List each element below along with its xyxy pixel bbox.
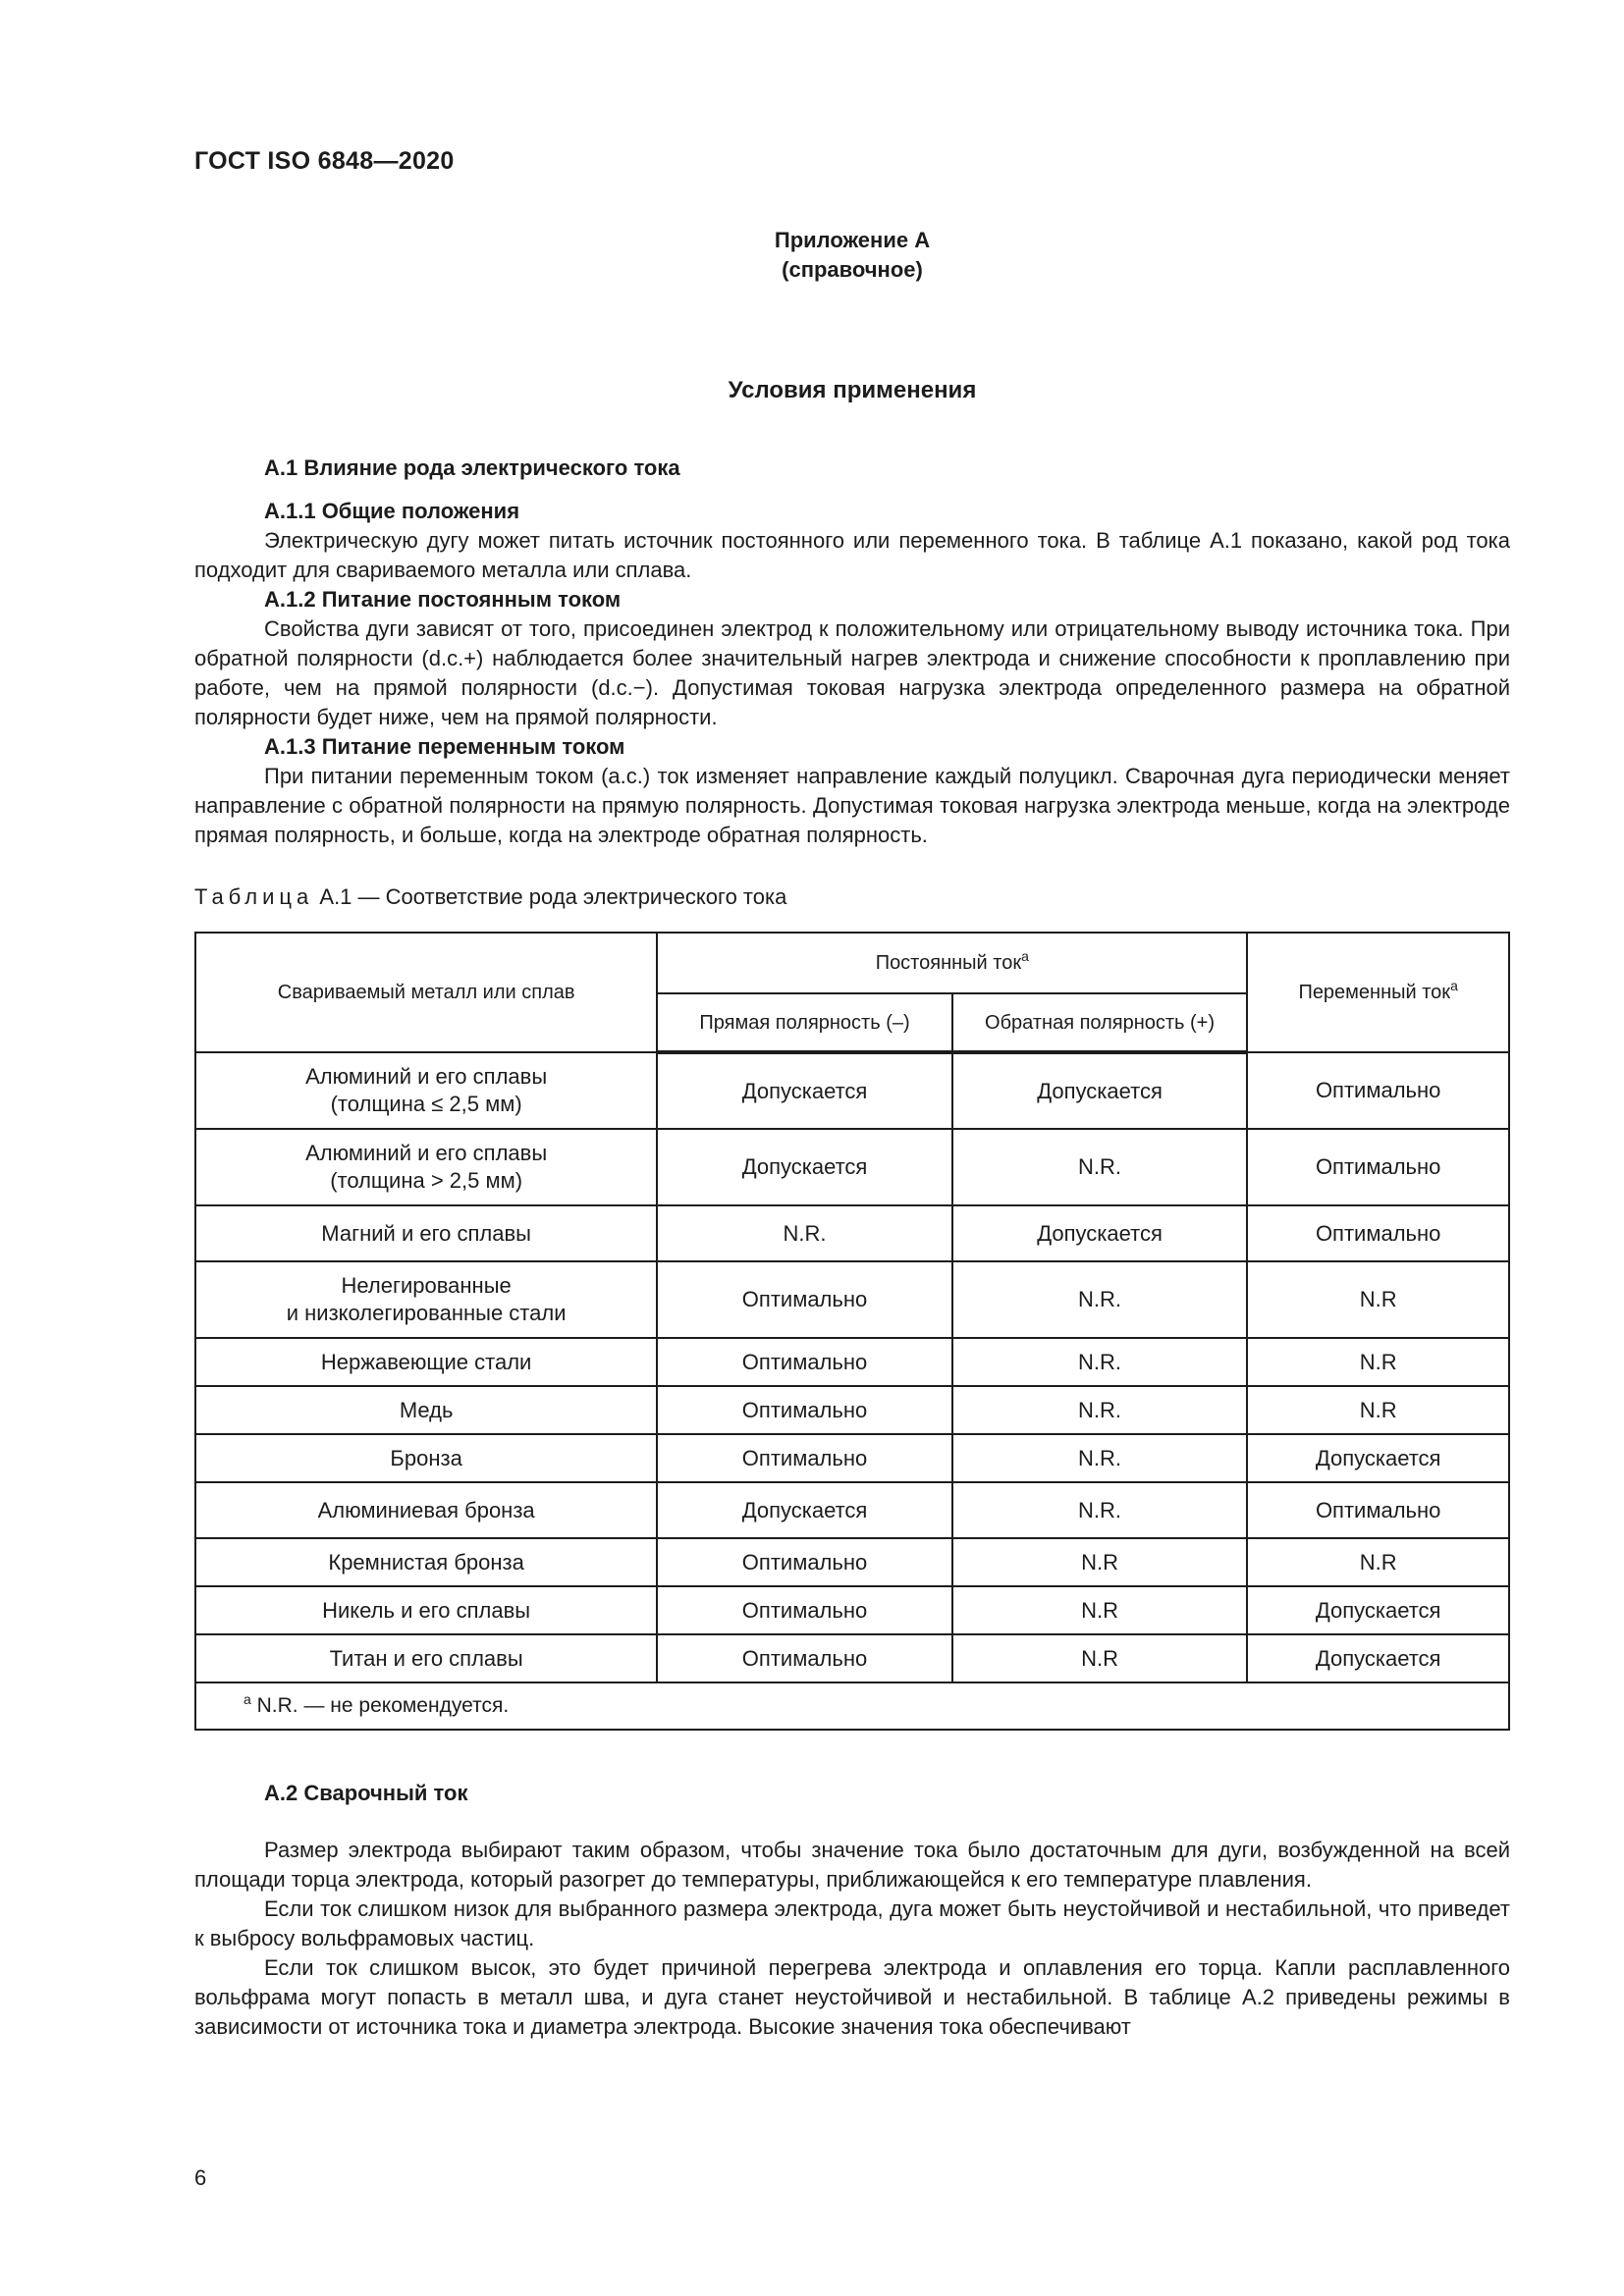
cell-metal <box>195 1052 657 1129</box>
cell-dc-reverse: N.R. <box>952 1129 1248 1205</box>
cell-dc-reverse: N.R. <box>952 1482 1248 1538</box>
heading-a1-3: А.1.3 Питание переменным током <box>264 734 625 759</box>
cell-dc-reverse: Допускается <box>952 1052 1248 1129</box>
cell-metal <box>195 1338 657 1386</box>
header-ac: Переменный ток$^a$ <box>1247 933 1509 1052</box>
cell-metal <box>195 1261 657 1338</box>
table-row <box>195 1482 1509 1538</box>
cell-dc-straight: Оптимально <box>657 1634 952 1682</box>
cell-metal-line: Никель и его сплавы <box>322 1597 531 1623</box>
table-row <box>195 1434 1509 1482</box>
header-dc: Постоянный ток$^a$ <box>657 933 1247 993</box>
paragraph-a1-1: Электрическую дугу может питать источник постоянного или переменного тока. В таблице А.1 показано, какой род тока подходит для свариваемого металла или сплава. <box>194 528 1510 582</box>
heading-a2: А.2 Сварочный ток <box>264 1781 468 1805</box>
cell-metal <box>195 1538 657 1586</box>
heading-a1: А.1 Влияние рода электрического тока <box>264 455 680 480</box>
header-dc-reverse: Обратная полярность (+) <box>952 993 1248 1052</box>
cell-dc-reverse: N.R. <box>952 1386 1248 1434</box>
cell-ac: Оптимально <box>1247 1052 1509 1129</box>
cell-metal-line: (толщина > 2,5 мм) <box>330 1168 523 1193</box>
table-caption <box>194 882 786 912</box>
cell-metal-line: Магний и его сплавы <box>321 1220 531 1246</box>
cell-dc-straight: Допускается <box>657 1129 952 1205</box>
document-header: ГОСТ ISO 6848—2020 <box>194 147 455 175</box>
cell-dc-reverse: N.R. <box>952 1434 1248 1482</box>
cell-ac: Оптимально <box>1247 1129 1509 1205</box>
cell-dc-reverse: N.R <box>952 1538 1248 1586</box>
table-row <box>195 1261 1509 1338</box>
cell-dc-reverse: N.R <box>952 1586 1248 1634</box>
cell-dc-straight: Допускается <box>657 1482 952 1538</box>
section-a2 <box>194 1779 1510 2042</box>
heading-a1-1: А.1.1 Общие положения <box>264 499 520 523</box>
table-row <box>195 1129 1509 1205</box>
cell-metal <box>195 1434 657 1482</box>
table-row <box>195 1338 1509 1386</box>
annex-title: Условия применения <box>728 377 977 403</box>
table-row <box>195 1052 1509 1129</box>
annex-name: Приложение А <box>774 228 931 252</box>
annex-kind: (справочное) <box>782 257 923 282</box>
cell-dc-reverse: N.R <box>952 1634 1248 1682</box>
cell-ac: N.R <box>1247 1338 1509 1386</box>
paragraph-a2-2: Если ток слишком низок для выбранного размера электрода, дуга может быть неустойчивой и нестабильной, что приведет к выбросу вольфрамовых частиц. <box>194 1896 1510 1950</box>
cell-metal <box>195 1482 657 1538</box>
table-row <box>195 1586 1509 1634</box>
cell-dc-straight: Оптимально <box>657 1434 952 1482</box>
cell-dc-straight: Оптимально <box>657 1386 952 1434</box>
cell-metal-line: и низколегированные стали <box>286 1301 567 1325</box>
header-dc-straight: Прямая полярность (–) <box>657 993 952 1052</box>
paragraph-a2-3: Если ток слишком высок, это будет причиной перегрева электрода и оплавления его торца. Капли расплавленного вольфрама могут попасть в металл шва, и дуга станет неустойчивой и нестабильной. В таблице А.2 приведены режимы в зависимости от источника тока и диаметра электрода. Высокие значения тока обеспечивают <box>194 1955 1510 2039</box>
cell-ac: Допускается <box>1247 1434 1509 1482</box>
cell-ac: Допускается <box>1247 1634 1509 1682</box>
cell-ac: N.R <box>1247 1261 1509 1338</box>
cell-metal-line: Нелегированные <box>341 1273 512 1298</box>
current-type-table <box>194 932 1510 1731</box>
paragraph-a2-1: Размер электрода выбирают таким образом, чтобы значение тока было достаточным для дуги, возбужденной на всей площади торца электрода, который разогрет до температуры, приближающейся к его температуре плавления. <box>194 1838 1510 1892</box>
table-row <box>195 1386 1509 1434</box>
cell-ac: N.R <box>1247 1386 1509 1434</box>
cell-dc-straight: Допускается <box>657 1052 952 1129</box>
cell-ac: N.R <box>1247 1538 1509 1586</box>
paragraph-a1-2: Свойства дуги зависят от того, присоединен электрод к положительному или отрицательному выводу источника тока. При обратной полярности (d.c.+) наблюдается более значительный нагрев электрода и снижение способности к проплавлению при работе, чем на прямой полярности (d.c.−). Допустимая токовая нагрузка электрода определенного размера на обратной полярности будет ниже, чем на прямой полярности. <box>194 616 1510 729</box>
table-row <box>195 1538 1509 1586</box>
table-row <box>195 1205 1509 1261</box>
cell-metal <box>195 1586 657 1634</box>
cell-dc-straight: Оптимально <box>657 1261 952 1338</box>
table-caption-label: Таблица <box>194 884 314 909</box>
cell-metal-line: Бронза <box>390 1445 462 1470</box>
cell-metal-line: Титан и его сплавы <box>329 1645 523 1671</box>
cell-ac: Допускается <box>1247 1586 1509 1634</box>
cell-dc-straight: N.R. <box>657 1205 952 1261</box>
table-row <box>195 1634 1509 1682</box>
cell-dc-reverse: N.R. <box>952 1338 1248 1386</box>
page-number: 6 <box>194 2165 207 2190</box>
header-metal: Свариваемый металл или сплав <box>195 933 657 1052</box>
cell-metal <box>195 1205 657 1261</box>
paragraph-a1-3: При питании переменным током (а.с.) ток изменяет направление каждый полуцикл. Сварочная дуга периодически меняет направление с обратной полярности на прямую полярность. Допустимая токовая нагрузка электрода меньше, когда на электроде прямая полярность, и больше, когда на электроде обратная полярность. <box>194 764 1510 847</box>
cell-metal-line: Алюминий и его сплавы <box>305 1064 548 1089</box>
cell-dc-straight: Оптимально <box>657 1338 952 1386</box>
cell-dc-reverse: N.R. <box>952 1261 1248 1338</box>
table-caption-text: А.1 — Соответствие рода электрического тока <box>319 884 787 909</box>
table-footnote: $^a$ N.R. — не рекомендуется. <box>195 1682 1509 1730</box>
cell-metal-line: Нержавеющие стали <box>320 1349 532 1374</box>
annex-label <box>194 226 1510 285</box>
cell-dc-straight: Оптимально <box>657 1538 952 1586</box>
cell-metal <box>195 1634 657 1682</box>
cell-metal <box>195 1129 657 1205</box>
cell-dc-reverse: Допускается <box>952 1205 1248 1261</box>
cell-metal-line: Алюминий и его сплавы <box>305 1141 548 1165</box>
cell-metal-line: Кремнистая бронза <box>328 1549 524 1575</box>
cell-metal-line: (толщина ≤ 2,5 мм) <box>330 1092 522 1116</box>
cell-metal-line: Алюминиевая бронза <box>317 1497 535 1522</box>
cell-metal <box>195 1386 657 1434</box>
heading-a1-2: А.1.2 Питание постоянным током <box>264 587 622 612</box>
section-a1 <box>194 454 1510 850</box>
cell-ac: Оптимально <box>1247 1205 1509 1261</box>
cell-metal-line: Медь <box>399 1397 454 1422</box>
table-body <box>195 1052 1509 1682</box>
cell-dc-straight: Оптимально <box>657 1586 952 1634</box>
cell-ac: Оптимально <box>1247 1482 1509 1538</box>
